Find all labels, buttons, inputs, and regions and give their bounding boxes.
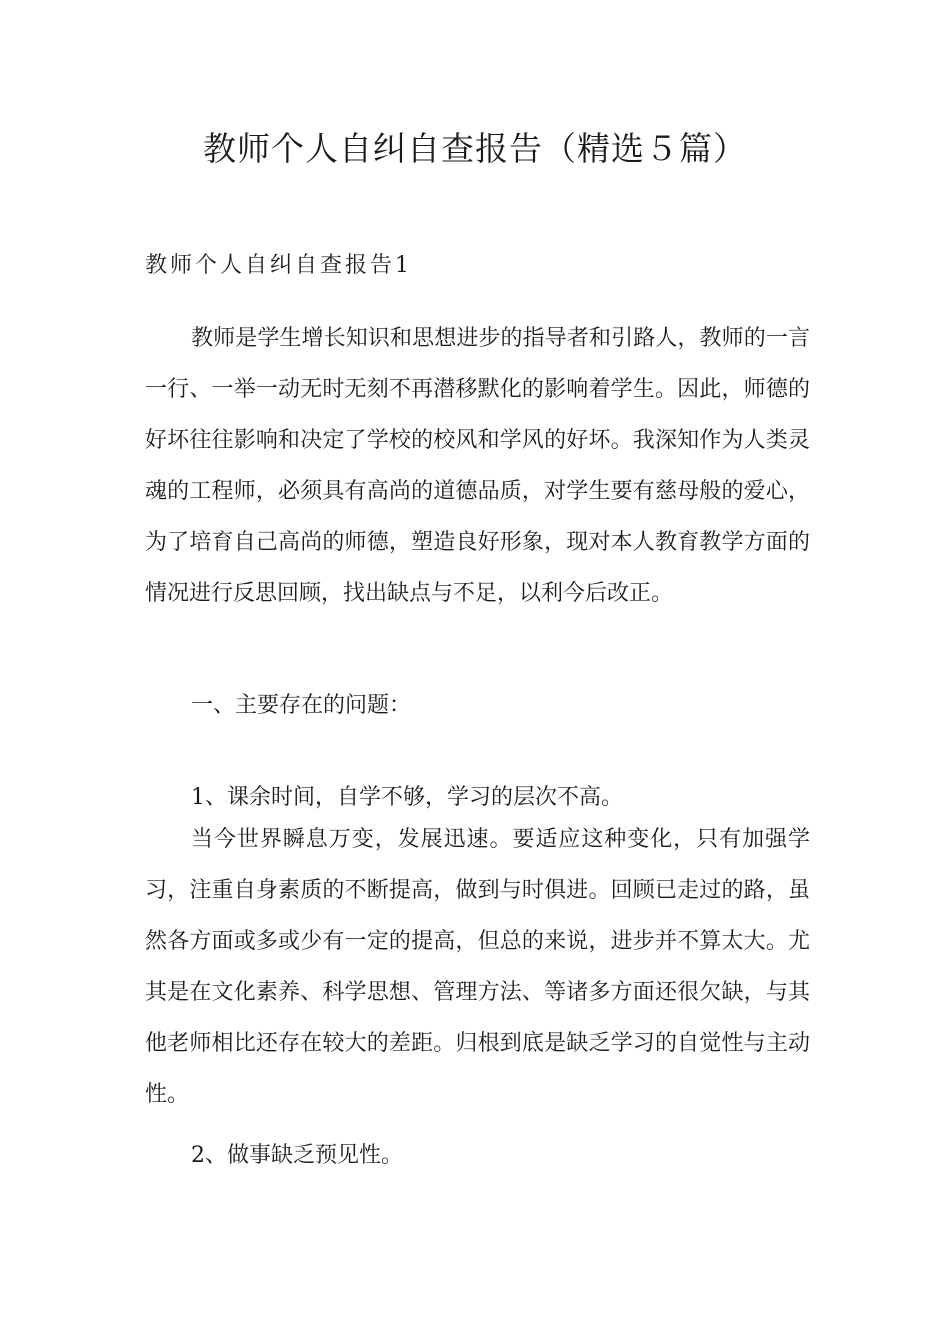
paragraph-item-1-detail: 当今世界瞬息万变，发展迅速。要适应这种变化，只有加强学习，注重自身素质的不断提高，做到与时俱进。回顾已走过的路，虽然各方面或多或少有一定的提高，但总的来说，进步并不算太大。尤其是在文化素养、科学思想、管理方法、等诸多方面还很欠缺，与其他老师相比还存在较大的差距。归根到底是缺乏学习的自觉性与主动性。	[145, 827, 810, 1107]
paragraph-problems-heading: 一、主要存在的问题：	[191, 693, 412, 718]
paragraph-item-2: 2、做事缺乏预见性。	[191, 1143, 403, 1168]
paragraph-intro: 教师是学生增长知识和思想进步的指导者和引路人，教师的一言一行、一举一动无时无刻不再潜移默化的影响着学生。因此，师德的好坏往往影响和决定了学校的校风和学风的好坏。我深知作为人类灵魂的工程师，必须具有高尚的道德品质，对学生要有慈母般的爱心，为了培育自己高尚的师德，塑造良好形象，现对本人教育教学方面的情况进行反思回顾，找出缺点与不足，以利今后改正。	[145, 326, 810, 606]
document-title: 教师个人自纠自查报告（精选５篇）	[203, 129, 747, 168]
section-heading: 教师个人自纠自查报告1	[145, 253, 412, 278]
paragraph-item-1: 1、课余时间，自学不够，学习的层次不高。	[191, 785, 623, 810]
